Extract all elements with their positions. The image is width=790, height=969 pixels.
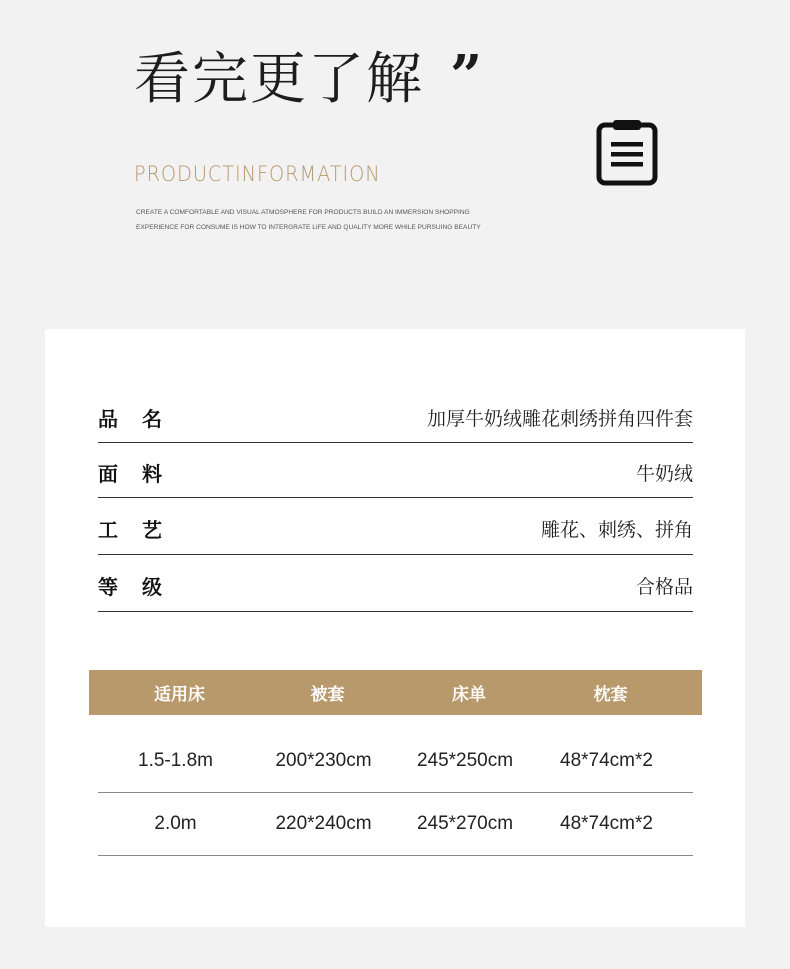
size-cell-pillowcase: 48*74cm*2 <box>560 812 653 834</box>
spec-label: 面料 <box>98 462 186 486</box>
quote-mark: ” <box>450 43 483 109</box>
size-header-bed: 适用床 <box>154 685 205 705</box>
spec-value: 雕花、刺绣、拼角 <box>540 519 693 541</box>
spec-row-craft <box>98 497 693 555</box>
size-cell-pillowcase: 48*74cm*2 <box>560 749 653 771</box>
size-cell-bed: 1.5-1.8m <box>138 749 213 771</box>
table-row <box>98 729 693 793</box>
size-cell-sheet: 245*270cm <box>416 812 514 834</box>
tagline: CREATE A COMFORTABLE AND VISUAL ATMOSPHERE FOR PRODUCTS BUILD AN IMMERSION SHOPPING EXPERIENCE FOR CONSUME IS HOW TO INTERGRATE LIFE AND QUALITY MORE WHILE PURSUING BEAUTY <box>136 209 481 231</box>
clipboard-icon <box>596 118 658 186</box>
spec-row-name <box>98 387 693 443</box>
spec-value: 加厚牛奶绒雕花刺绣拼角四件套 <box>426 408 693 430</box>
size-header-sheet: 床单 <box>452 685 486 705</box>
size-cell-sheet: 245*250cm <box>416 749 514 771</box>
spec-value: 牛奶绒 <box>635 463 693 485</box>
size-header-pillowcase: 枕套 <box>593 685 628 705</box>
spec-row-fabric <box>98 442 693 498</box>
size-cell-duvet: 220*240cm <box>275 812 372 834</box>
spec-value: 合格品 <box>635 576 693 598</box>
table-row <box>98 792 693 856</box>
spec-row-grade <box>98 554 693 612</box>
size-cell-duvet: 200*230cm <box>275 749 372 771</box>
size-table-header <box>89 670 702 715</box>
product-info-panel <box>45 329 745 927</box>
spec-label: 工艺 <box>98 518 186 542</box>
header-title: 看完更了解 <box>134 47 424 112</box>
spec-label: 品名 <box>98 407 186 431</box>
product-information-title: PRODUCTINFORMATION <box>134 162 381 186</box>
spec-label: 等级 <box>98 575 186 599</box>
size-header-duvet: 被套 <box>310 685 345 705</box>
size-cell-bed: 2.0m <box>154 812 197 834</box>
